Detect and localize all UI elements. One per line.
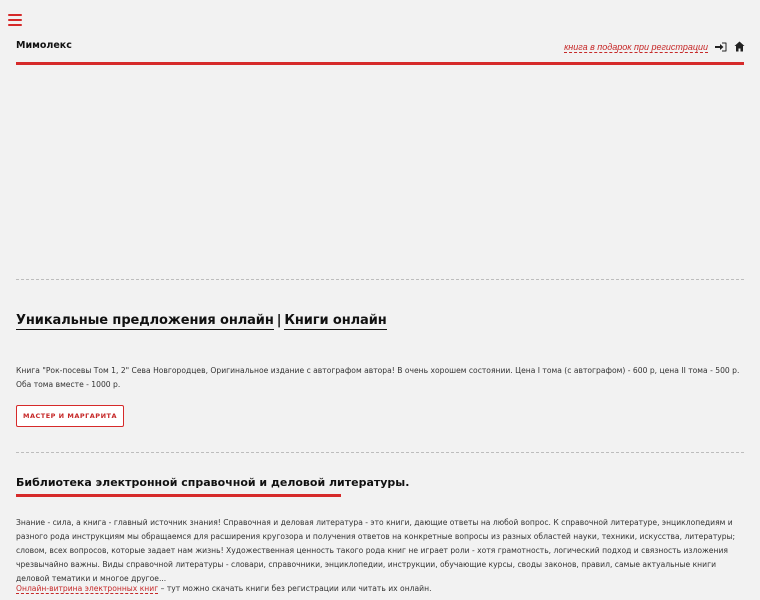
header-accent-rule <box>16 62 744 65</box>
menu-bar-line <box>8 24 22 26</box>
heading-separator: | <box>276 313 282 328</box>
ebook-showcase-link[interactable]: Онлайн-витрина электронных книг <box>16 584 159 593</box>
showcase-note: – тут можно скачать книги без регистрации или читать их онлайн. <box>158 584 432 593</box>
hamburger-menu-icon[interactable] <box>8 14 22 28</box>
showcase-line <box>16 582 746 596</box>
menu-bar-line <box>8 19 22 21</box>
unique-offers-link[interactable]: Уникальные предложения онлайн <box>16 313 274 328</box>
library-heading: Библиотека электронной справочной и деловой литературы. <box>16 476 341 497</box>
menu-bar-line <box>8 14 22 16</box>
site-brand[interactable]: Мимолекс <box>16 40 72 51</box>
library-description: Знание - сила, а книга - главный источник знания! Справочная и деловая литература - это книги, дающие ответы на любой вопрос. К справочной литературе, энциклопедиям и разного рода инструкциям мы обращаемся для расширения кругозора и получения ответов на конкретные вопросы из разных областей науки, техники, искусства, литературы; словом, всех вопросов, которые задает нам жизнь! Художественная ценность такого рода книг не играет роли - хотя грамотность, логический подход и связность изложения чрезвычайно важны. Виды справочной литературы - словари, справочники, энциклопедии, инструкции, обучающие курсы, своды законов, правил, самые актуальные книги деловой тематики и многое другое... <box>16 518 736 583</box>
offers-heading <box>16 313 387 328</box>
books-online-link[interactable]: Книги онлайн <box>284 313 387 328</box>
section-divider <box>16 452 744 453</box>
gift-book-registration-link[interactable]: книга в подарок при регистрации <box>564 42 708 52</box>
offer-description: Книга "Рок-посевы Том 1, 2" Сева Новгородцев, Оригинальное издание с автографом автора! В очень хорошем состоянии. Цена I тома (с автографом) - 600 р, цена II тома - 500 р. Оба тома вместе - 1000 р. <box>16 366 740 389</box>
home-icon[interactable] <box>734 41 745 52</box>
master-and-margarita-button[interactable]: МАСТЕР И МАРГАРИТА <box>16 405 124 427</box>
section-divider <box>16 279 744 280</box>
sign-in-icon[interactable] <box>715 42 727 52</box>
